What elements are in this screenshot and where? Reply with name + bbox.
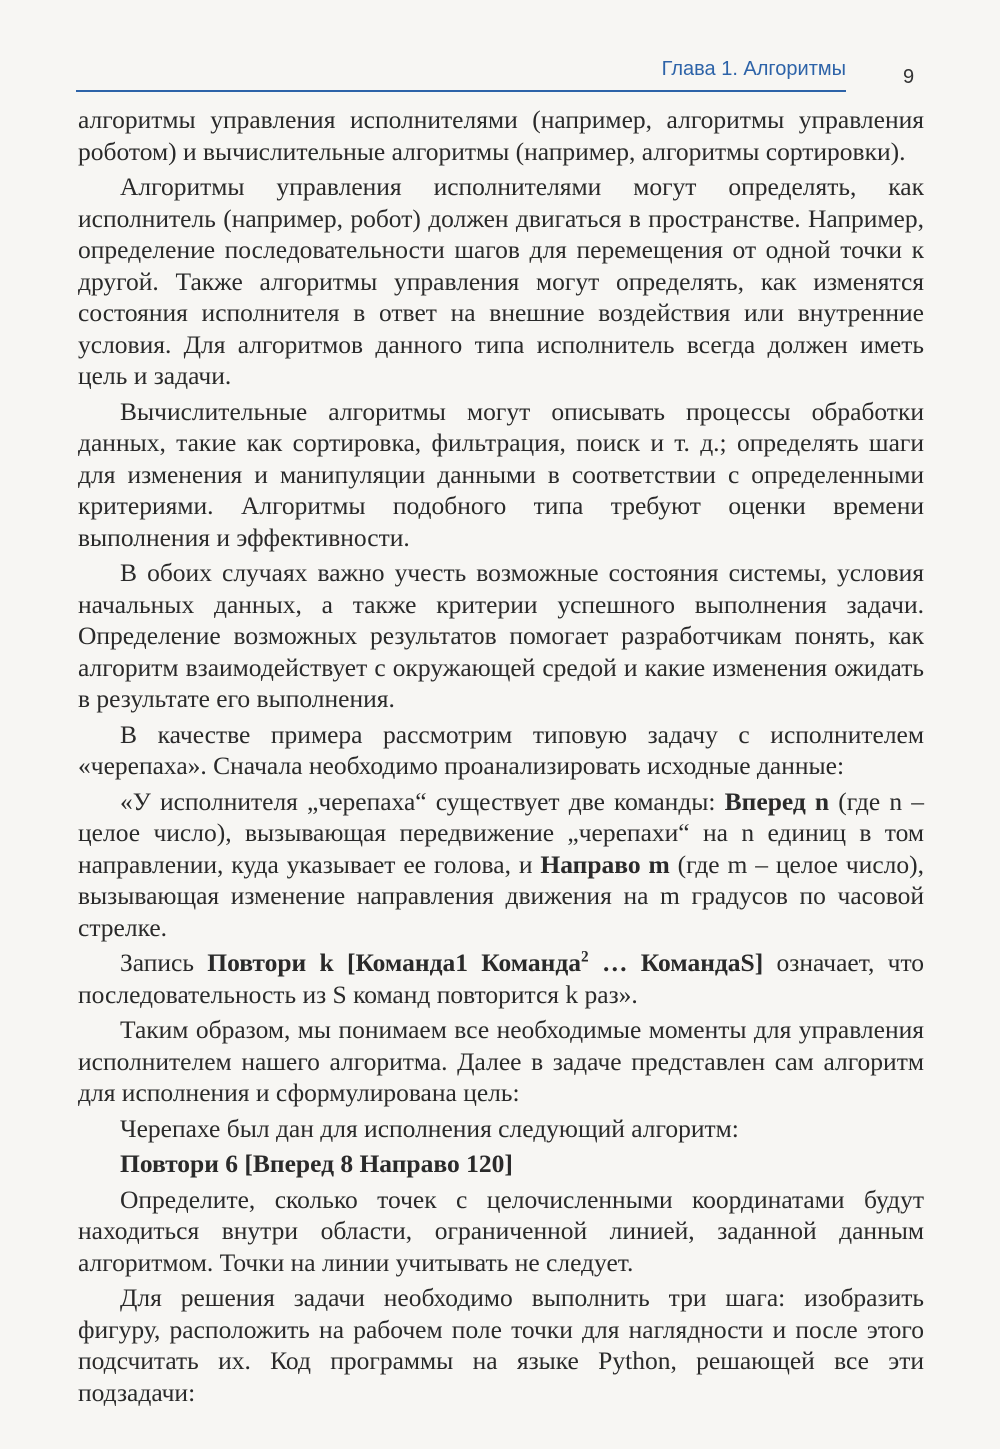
body-text [78, 104, 924, 1412]
paragraph: В качестве примера рассмотрим типовую задачу с исполнителем «черепаха». Сначала необходимо проанализировать исходные данные: [78, 719, 924, 780]
paragraph: алгоритмы управления исполнителями (например, алгоритмы управления роботом) и вычислительные алгоритмы (например, алгоритмы сортировки). [78, 105, 924, 166]
text-run: (где m – целое число), вызывающая изменение направления движения на m градусов по часовой стрелке. [78, 849, 924, 942]
command-repeat [207, 948, 763, 977]
paragraph-repeat [78, 947, 924, 1010]
paragraph: Для решения задачи необходимо выполнить три шага: изобразить фигуру, расположить на рабочем поле точки для наглядности и после этого подсчитать их. Код программы на языке Python, решающей все эти подзадачи: [78, 1283, 924, 1407]
paragraph: Определите, сколько точек с целочисленными координатами будут находиться внутри области, ограниченной линией, заданной данным алгоритмом. Точки на линии учитывать не следует. [78, 1184, 924, 1277]
text-run: Запись [120, 948, 208, 977]
running-header [76, 54, 846, 92]
paragraph: Черепахе был дан для исполнения следующий алгоритм: [120, 1113, 739, 1143]
command-right: Направо m [540, 849, 670, 879]
command-forward: Вперед n [724, 786, 830, 816]
superscript: 2 [581, 948, 589, 966]
algorithm-code: Повтори 6 [Вперед 8 Направо 120] [120, 1149, 513, 1178]
paragraph: Алгоритмы управления исполнителями могут определять, как исполнитель (например, робот) должен двигаться в пространстве. Например, определение последовательности шагов для перемещения от одной точки к другой. Также алгоритмы управления могут определять, как изменятся состояния исполнителя в ответ на внешние воздействия или внутренние условия. Для алгоритмов данного типа исполнитель всегда должен иметь цель и задачи. [78, 172, 924, 390]
text-run: означает, что последовательность из S команд повторится k раз». [78, 948, 925, 1009]
page-number: 9 [903, 66, 915, 88]
paragraph: Вычислительные алгоритмы могут описывать процессы обработки данных, такие как сортировка, фильтрация, поиск и т. д.; определять шаги для изменения и манипуляции данными в соответствии с определенными критериями. Алгоритмы подобного типа требуют оценки времени выполнения и эффективности. [78, 396, 924, 552]
text-run: (где n – целое число), вызывающая передвижение „черепахи“ на n единиц в том направлении, куда указывает ее голова, и [78, 786, 925, 879]
paragraph-commands [78, 786, 924, 944]
text-run: … КомандаS] [588, 948, 764, 977]
chapter-title: Глава 1. Алгоритмы [661, 58, 846, 80]
text-run: «У исполнителя „черепаха“ существует две команды: [120, 786, 725, 816]
text-run: Повтори k [Команда1 Команда [207, 948, 582, 977]
paragraph: Таким образом, мы понимаем все необходимые моменты для управления исполнителем нашего алгоритма. Далее в задаче представлен сам алгоритм для исполнения и сформулирована цель: [78, 1015, 924, 1107]
paragraph: В обоих случаях важно учесть возможные состояния системы, условия начальных данных, а также критерии успешного выполнения задачи. Определение возможных результатов помогает разработчикам понять, как алгоритм взаимодействует с окружающей средой и какие изменения ожидать в результате его выполнения. [78, 558, 924, 713]
algorithm-line [78, 1148, 924, 1180]
